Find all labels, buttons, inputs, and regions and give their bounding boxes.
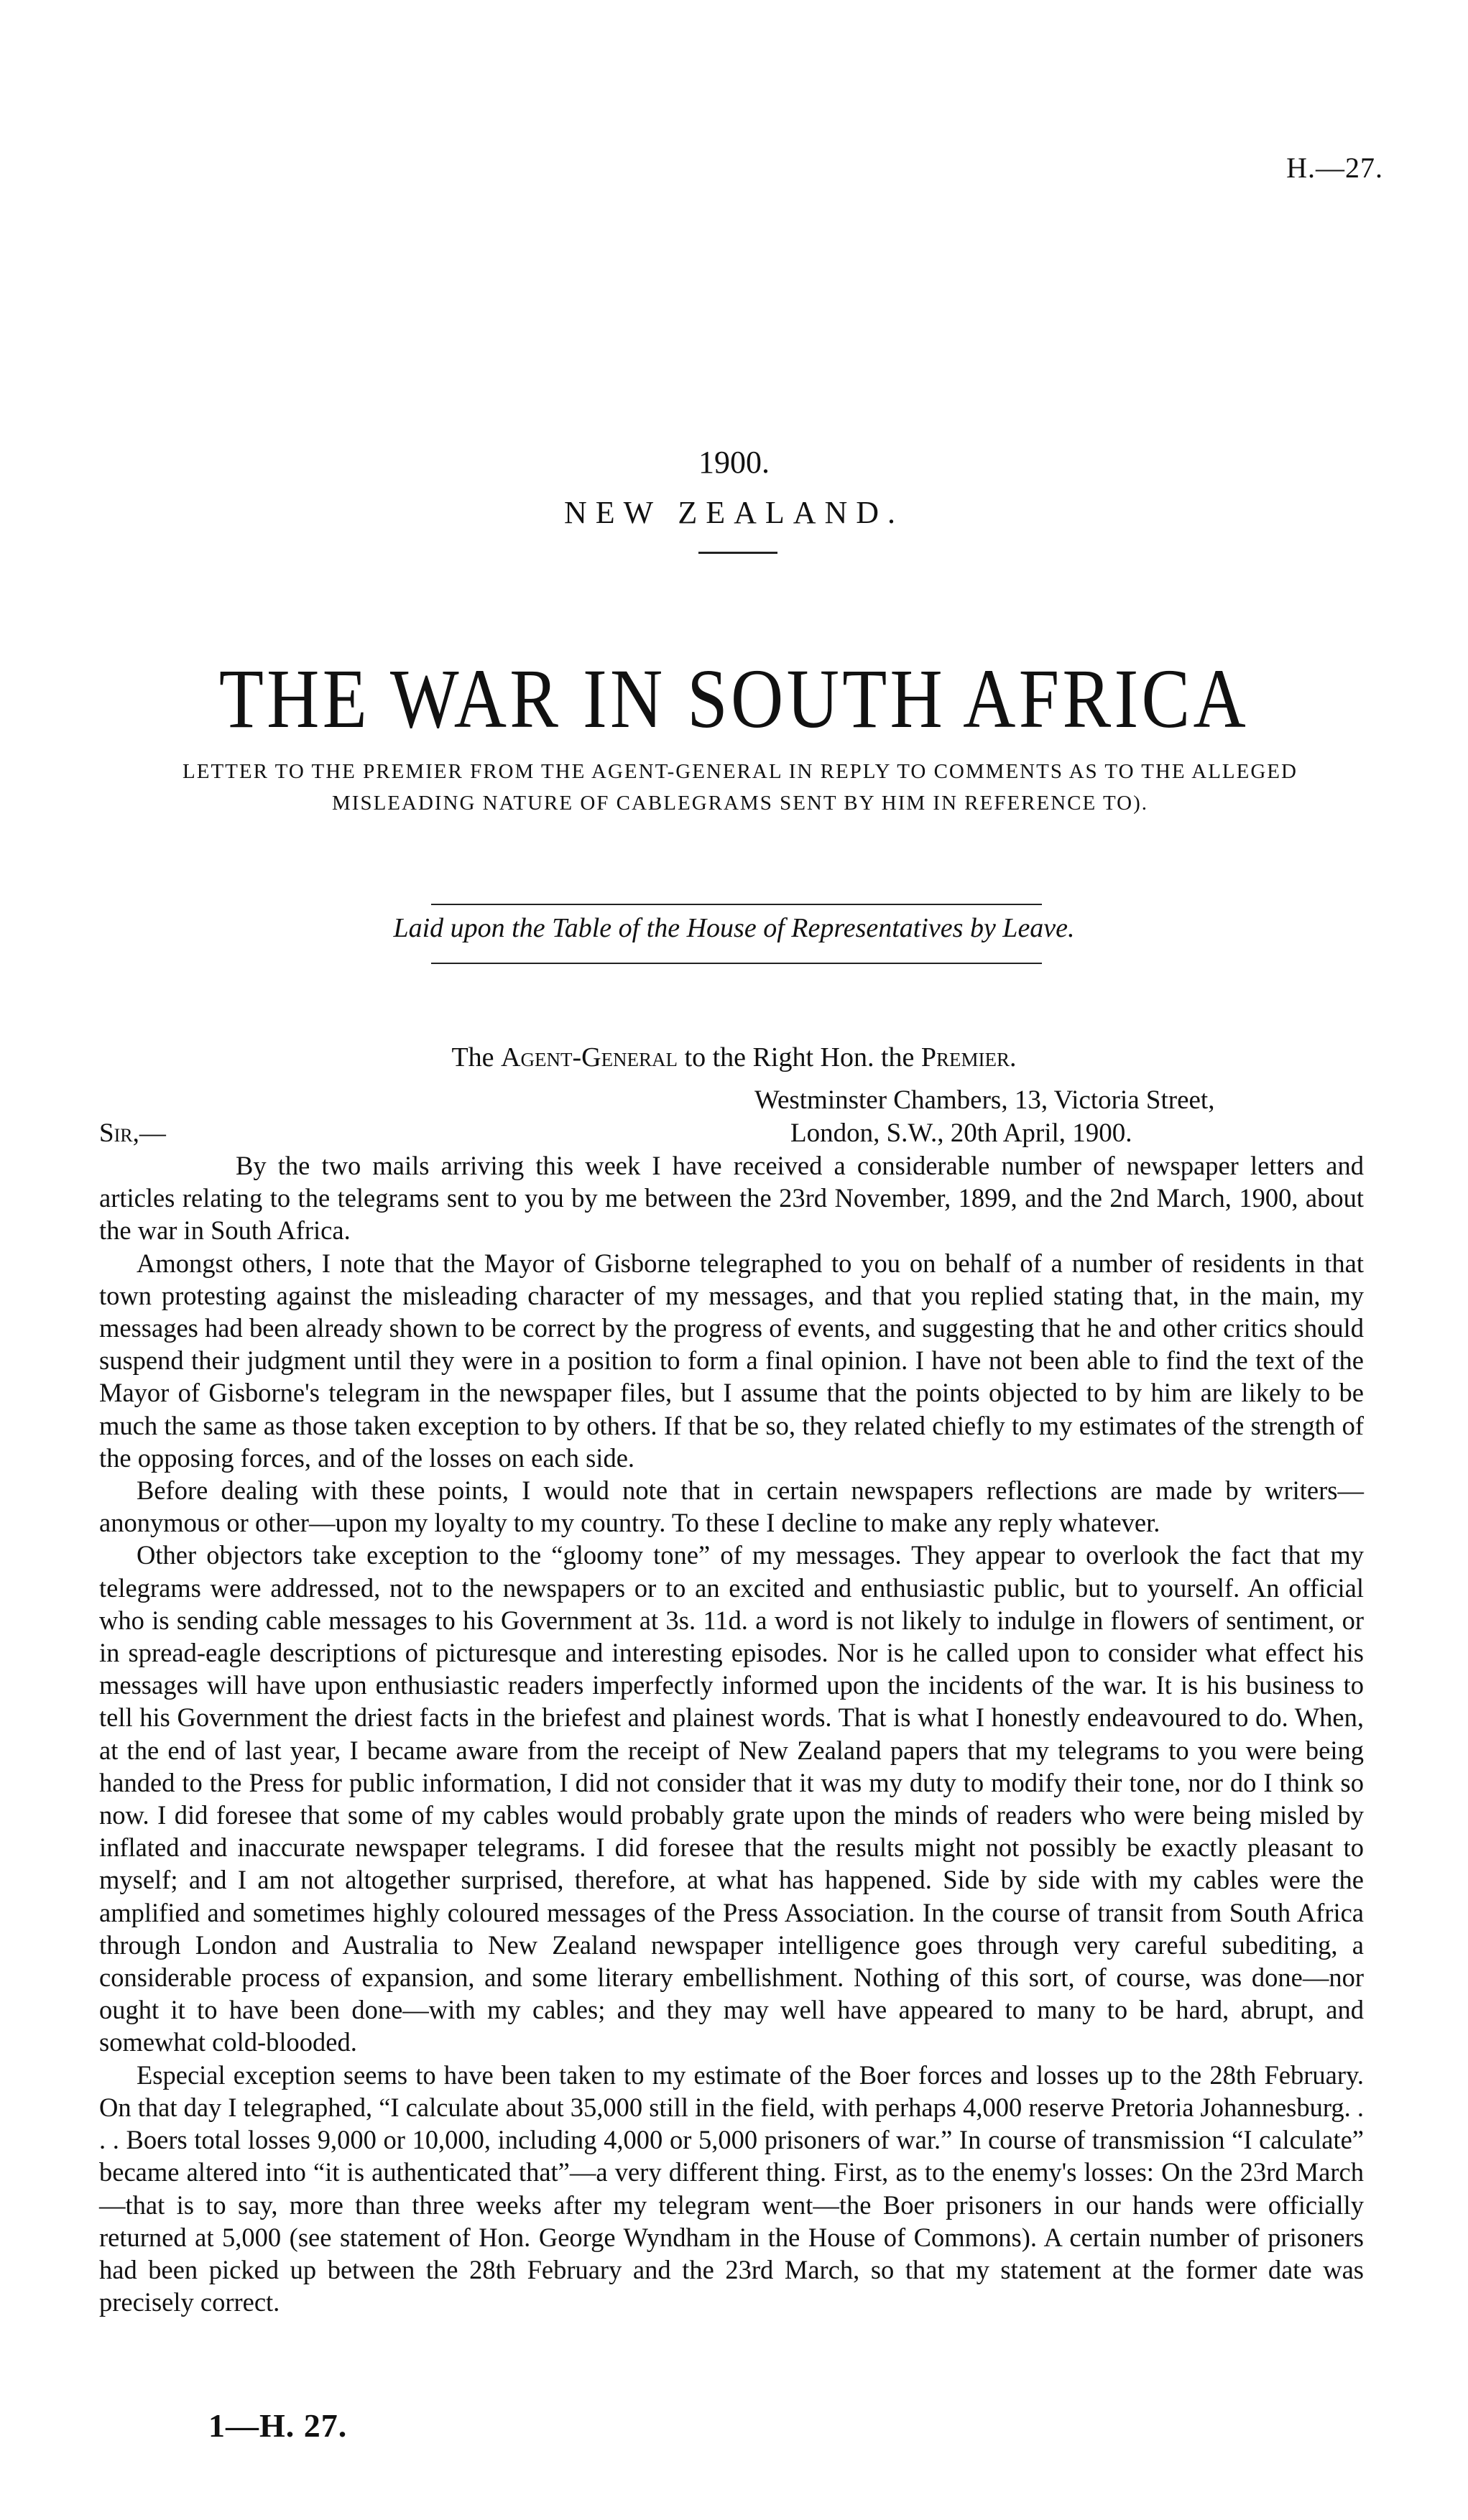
paragraph-2: Amongst others, I note that the Mayor of Gisborne telegraphed to you on behalf of a number of residents in that town protesting against the misleading character of my messages, and that you replied stating that, in the main, my messages had been already shown to be correct by the progress of events, and suggesting that he and other critics should suspend their judgment until they were in a position to form a final opinion. I have not been able to find the text of the Mayor of Gisborne's telegram in the newspaper files, but I assume that the points objected to by him are likely to be much the same as those taken exception to by others. If that be so, they related chiefly to my estimates of the strength of the opposing forces, and of the losses on each side.: [99, 1248, 1364, 1473]
letter-heading-prefix: The: [451, 1042, 494, 1073]
address-line-1: Westminster Chambers, 13, Victoria Street,: [754, 1085, 1215, 1115]
document-country: NEW ZEALAND.: [563, 495, 905, 530]
document-year: 1900.: [698, 445, 770, 480]
laid-top-rule: [431, 904, 1042, 905]
signature-mark: 1—H. 27.: [208, 2407, 348, 2444]
document-subtitle: LETTER TO THE PREMIER FROM THE AGENT-GENERAL IN REPLY TO COMMENTS AS TO THE ALLEGED MISLEADING NATURE OF CABLEGRAMS SENT BY HIM IN REFERENCE TO).: [183, 760, 1298, 815]
letter-recipient: Premier.: [920, 1042, 1017, 1073]
letter-body: [99, 1149, 1364, 2318]
document-title: THE WAR IN SOUTH AFRICA: [218, 652, 1250, 746]
page-reference: H.—27.: [1286, 152, 1383, 184]
salutation: Sir,—: [99, 1118, 166, 1148]
paragraph-5: Especial exception seems to have been taken to my estimate of the Boer forces and losses up to the 28th February. On that day I telegraphed, “I calculate about 35,000 still in the field, with perhaps 4,000 reserve Pretoria Johannesburg. . . . Boers total losses 9,000 or 10,000, including 4,000 or 5,000 prisoners of war.” In course of transmission “I calculate” became altered into “it is authenticated that”—a very different thing. First, as to the enemy's losses: On the 23rd March—that is to say, more than three weeks after my telegram went—the Boer prisoners in our hands were officially returned at 5,000 (see statement of Hon. George Wyndham in the House of Commons). A certain number of prisoners had been picked up between the 28th February and the 23rd March, so that my statement at the former date was precisely correct.: [99, 2060, 1364, 2317]
letter-sender: Agent-General: [501, 1042, 678, 1073]
laid-bottom-rule: [431, 963, 1042, 964]
letter-heading: [0, 1042, 1468, 1073]
address-line-2: London, S.W., 20th April, 1900.: [790, 1118, 1132, 1148]
laid-upon-table-line: Laid upon the Table of the House of Representatives by Leave.: [393, 913, 1075, 943]
title-divider: [698, 552, 777, 554]
paragraph-3: Before dealing with these points, I would note that in certain newspapers reflections are made by writers—anonymous or other—upon my loyalty to my country. To these I decline to make any reply whatever.: [99, 1476, 1364, 1538]
paragraph-4: Other objectors take exception to the “gloomy tone” of my messages. They appear to overlook the fact that my telegrams were addressed, not to the newspapers or to an excited and enthusiastic public, but to yourself. An official who is sending cable messages to his Government at 3s. 11d. a word is not likely to indulge in flowers of sentiment, or in spread-eagle descriptions of picturesque and interesting episodes. Nor is he called upon to consider what effect his messages will have upon enthusiastic readers imperfectly informed upon the incidents of the war. It is his business to tell his Government the driest facts in the briefest and plainest words. That is what I honestly endeavoured to do. When, at the end of last year, I became aware from the receipt of New Zealand papers that my telegrams to you were being handed to the Press for public information, I did not consider that it was my duty to modify their tone, nor do I think so now. I did foresee that some of my cables would probably grate upon the minds of readers who were being misled by inflated and inaccurate newspaper telegrams. I did foresee that the results might not possibly be exactly pleasant to myself; and I am not altogether surprised, therefore, at what has happened. Side by side with my cables were the amplified and sometimes highly coloured messages of the Press Association. In the course of transit from South Africa through London and Australia to New Zealand newspaper intelligence goes through very careful subediting, a considerable process of expansion, and some literary embellishment. Nothing of this sort, of course, was done—nor ought it to have been done—with my cables; and they may well have appeared to many to be hard, abrupt, and somewhat cold-blooded.: [99, 1540, 1364, 2057]
paragraph-1: By the two mails arriving this week I have received a considerable number of newspaper letters and articles relating to the telegrams sent to you by me between the 23rd November, 1899, and the 2nd March, 1900, about the war in South Africa.: [99, 1151, 1364, 1246]
letter-heading-middle: to the Right Hon. the: [684, 1042, 915, 1073]
